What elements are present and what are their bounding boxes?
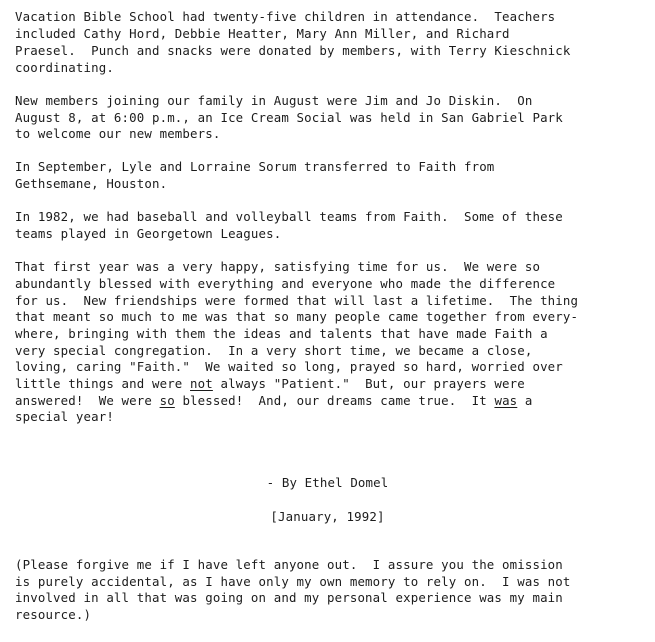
text-line: teams played in Georgetown Leagues. (15, 226, 282, 241)
author-signature: - By Ethel Domel (266, 475, 389, 490)
text-line: that meant so much to me was that so many people came together from every- (15, 309, 579, 324)
underlined-word: not (190, 376, 213, 391)
text-segment: a (517, 393, 533, 408)
text-line (15, 376, 525, 393)
text-line: special year! (15, 409, 114, 424)
underlined-word: so (159, 393, 175, 408)
text-line: included Cathy Hord, Debbie Heatter, Mary Ann Miller, and Richard (15, 26, 510, 41)
text-line: abundantly blessed with everything and everyone who made the difference (15, 276, 556, 291)
text-segment: always "Patient." But, our prayers were (212, 376, 525, 391)
text-line: resource.) (15, 607, 92, 622)
text-line: loving, caring "Faith." We waited so long, prayed so hard, worried over (15, 359, 563, 374)
text-line: to welcome our new members. (15, 126, 221, 141)
text-line: August 8, at 6:00 p.m., an Ice Cream Social was held in San Gabriel Park (15, 110, 563, 125)
text-segment: answered! We were (15, 393, 160, 408)
text-line: That first year was a very happy, satisfying time for us. We were so (15, 259, 541, 274)
underlined-word: was (494, 393, 518, 408)
text-line (15, 393, 533, 410)
document-date: [January, 1992] (270, 509, 385, 524)
text-line: is purely accidental, as I have only my own memory to rely on. I was not (15, 574, 571, 589)
text-line: New members joining our family in August were Jim and Jo Diskin. On (15, 93, 533, 108)
text-line: where, bringing with them the ideas and talents that have made Faith a (15, 326, 548, 341)
text-line: In September, Lyle and Lorraine Sorum transferred to Faith from (15, 159, 495, 174)
text-line: involved in all that was going on and my personal experience was my main (15, 590, 563, 605)
text-line: coordinating. (15, 60, 114, 75)
text-line: very special congregation. In a very short time, we became a close, (15, 343, 533, 358)
text-line: Praesel. Punch and snacks were donated by members, with Terry Kieschnick (15, 43, 571, 58)
text-line: In 1982, we had baseball and volleyball teams from Faith. Some of these (15, 209, 563, 224)
text-line: Vacation Bible School had twenty-five children in attendance. Teachers (15, 9, 556, 24)
text-line: (Please forgive me if I have left anyone out. I assure you the omission (15, 557, 563, 572)
text-line: Gethsemane, Houston. (15, 176, 168, 191)
text-line: for us. New friendships were formed that will last a lifetime. The thing (15, 293, 579, 308)
text-segment: little things and were (15, 376, 191, 391)
text-segment: blessed! And, our dreams came true. It (174, 393, 495, 408)
